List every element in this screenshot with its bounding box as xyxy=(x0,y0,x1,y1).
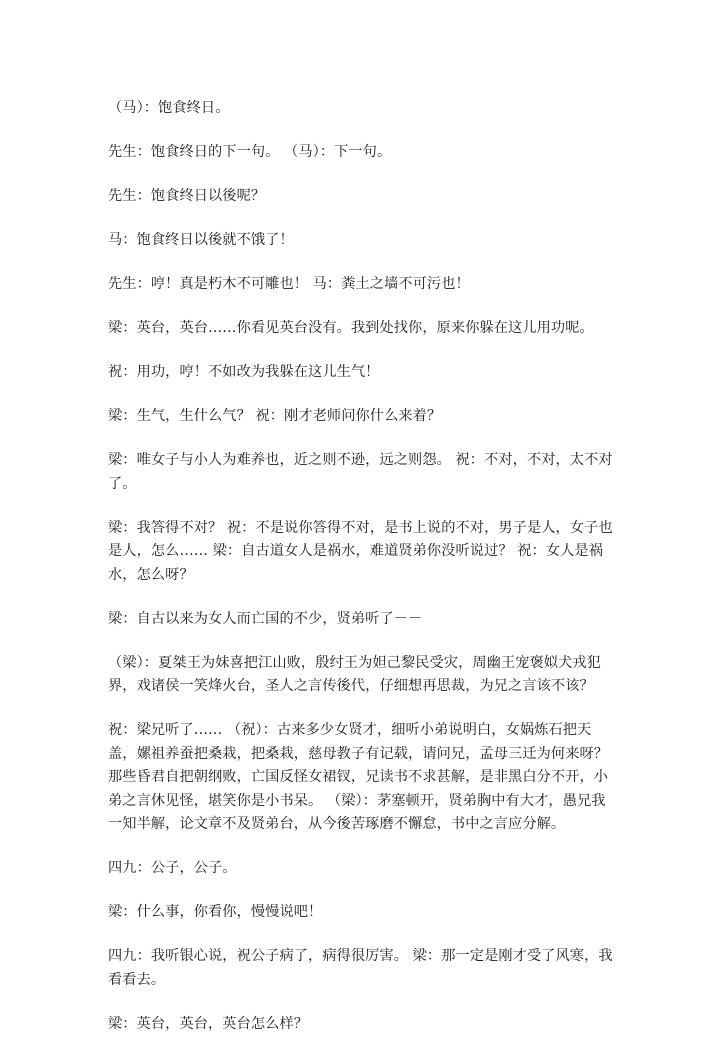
dialogue-paragraph: 先生：饱食终日的下一句。 （马）：下一句。 xyxy=(108,144,392,160)
dialogue-paragraph: 梁：英台，英台……你看见英台没有。我到处找你，原来你躲在这儿用功呢。 xyxy=(108,320,594,336)
dialogue-paragraph: （梁）：夏桀王为妹喜把江山败，殷纣王为妲己黎民受灾，周幽王宠褒姒犬戎犯界，戏诸侯一笑烽火台，圣人之言传後代，仔细想再思裁，为兄之言该不该？ xyxy=(108,654,601,694)
dialogue-paragraph: 四九：公子，公子。 xyxy=(108,860,237,876)
dialogue-paragraph: 先生：饱食终日以後呢？ xyxy=(108,188,266,204)
dialogue-paragraph: 梁：什么事，你看你，慢慢说吧！ xyxy=(108,904,323,920)
dialogue-paragraph: 梁：自古以来为女人而亡国的不少，贤弟听了－－ xyxy=(108,610,423,627)
dialogue-paragraph: 祝：梁兄听了…… （祝）：古来多少女贤才，细听小弟说明白，女娲炼石把天盖，嫘祖养蚕把桑栽，把桑栽，慈母教子有记载，请问兄，孟母三迁为何来呀？那些昏君自把朝纲败，亡国反怪女裙钗，兄读书不求甚解，是非黑白分不开，小弟之言休见怪，堪笑你是小书呆。 （梁）：茅塞顿开，贤弟胸中有大才，愚兄我一知半解，论文章不及贤弟台，从今後苦琢磨不懈怠，书中之言应分解。 xyxy=(108,722,609,832)
dialogue-paragraph: 先生：哼！真是朽木不可雕也！ 马：粪土之墙不可污也！ xyxy=(108,276,470,292)
dialogue-paragraph: 四九：我听银心说，祝公子病了，病得很厉害。 梁：那一定是刚才受了风寒，我看看去。 xyxy=(108,948,613,988)
document-page xyxy=(108,97,613,1057)
dialogue-paragraph: 梁：生气，生什么气？ 祝：刚才老师问你什么来着？ xyxy=(108,408,442,424)
dialogue-paragraph: 马：饱食终日以後就不饿了！ xyxy=(108,232,294,248)
dialogue-paragraph: 梁：唯女子与小人为难养也，近之则不逊，远之则怨。 祝：不对，不对，太不对了。 xyxy=(108,452,613,492)
dialogue-paragraph: （马）：饱食终日。 xyxy=(108,100,230,116)
dialogue-paragraph: 梁：英台，英台，英台怎么样？ xyxy=(108,1015,309,1032)
dialogue-paragraph: 祝：用功，哼！不如改为我躲在这儿生气！ xyxy=(108,364,380,380)
dialogue-paragraph: 梁：我答得不对？ 祝：不是说你答得不对，是书上说的不对，男子是人，女子也是人，怎么…… 梁：自古道女人是祸水，难道贤弟你没听说过？ 祝：女人是祸水，怎么呀？ xyxy=(108,519,613,583)
